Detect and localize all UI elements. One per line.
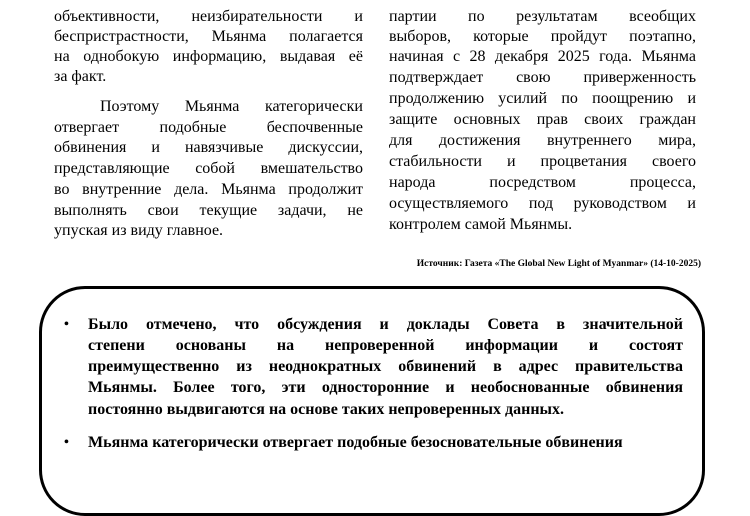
bullet-1-line: Было отмечено, что обсуждения и доклады Совета в значительной	[88, 316, 683, 333]
left-line: за факт.	[54, 68, 107, 85]
right-line: народа посредством процесса,	[389, 174, 696, 191]
left-line: упуская из виду главное.	[54, 222, 224, 239]
right-line: стабильности и процветания своего	[389, 153, 696, 170]
left-line: во внутренние дела. Мьянма продолжит	[54, 181, 363, 198]
right-line: для достижения внутреннего мира,	[389, 132, 696, 149]
bullet-icon: •	[64, 435, 69, 450]
bullet-icon: •	[64, 317, 69, 332]
right-line: осуществляемого под руководством и	[389, 195, 696, 212]
bullet-1-line: постоянно выдвигаются на основе таких непроверенных данных.	[88, 401, 565, 418]
bullet-1-line: степени основаны на непроверенной информации и состоят	[88, 337, 683, 354]
right-line: начиная с 28 декабря 2025 года. Мьянма	[389, 48, 696, 65]
left-line: объективности, неизбирательности и	[54, 8, 363, 25]
right-line: контролем самой Мьянмы.	[389, 216, 573, 233]
left-line: Поэтому Мьянма категорически	[100, 98, 363, 115]
left-line: беспристрастности, Мьянма полагается	[54, 28, 363, 45]
left-line: на однобокую информацию, выдавая её	[54, 48, 363, 65]
left-line: представляющие собой вмешательство	[54, 160, 363, 177]
left-line: обвинения и навязчивые дискуссии,	[54, 139, 363, 156]
left-line: отвергает подобные беспочвенные	[54, 119, 363, 136]
right-line: партии по результатам всеобщих	[389, 8, 696, 25]
bullet-1-line: преимущественно из неоднократных обвинений в адрес правительства	[88, 358, 683, 375]
right-line: подтверждает свою приверженность	[389, 69, 696, 86]
right-line: защите основных прав своих граждан	[389, 111, 696, 128]
left-line: выполнять свои текущие задачи, не	[54, 202, 363, 219]
right-line: продолжению усилий по поощрению и	[389, 90, 696, 107]
source-caption: Источник: Газета «The Global New Light of Myanmar» (14-10-2025)	[416, 259, 701, 269]
bullet-2-line: Мьянма категорически отвергает подобные безосновательные обвинения	[88, 434, 623, 451]
right-line: выборов, которые пройдут поэтапно,	[389, 28, 696, 45]
bullet-1-line: Мьянмы. Более того, эти односторонние и необоснованные обвинения	[88, 379, 683, 396]
